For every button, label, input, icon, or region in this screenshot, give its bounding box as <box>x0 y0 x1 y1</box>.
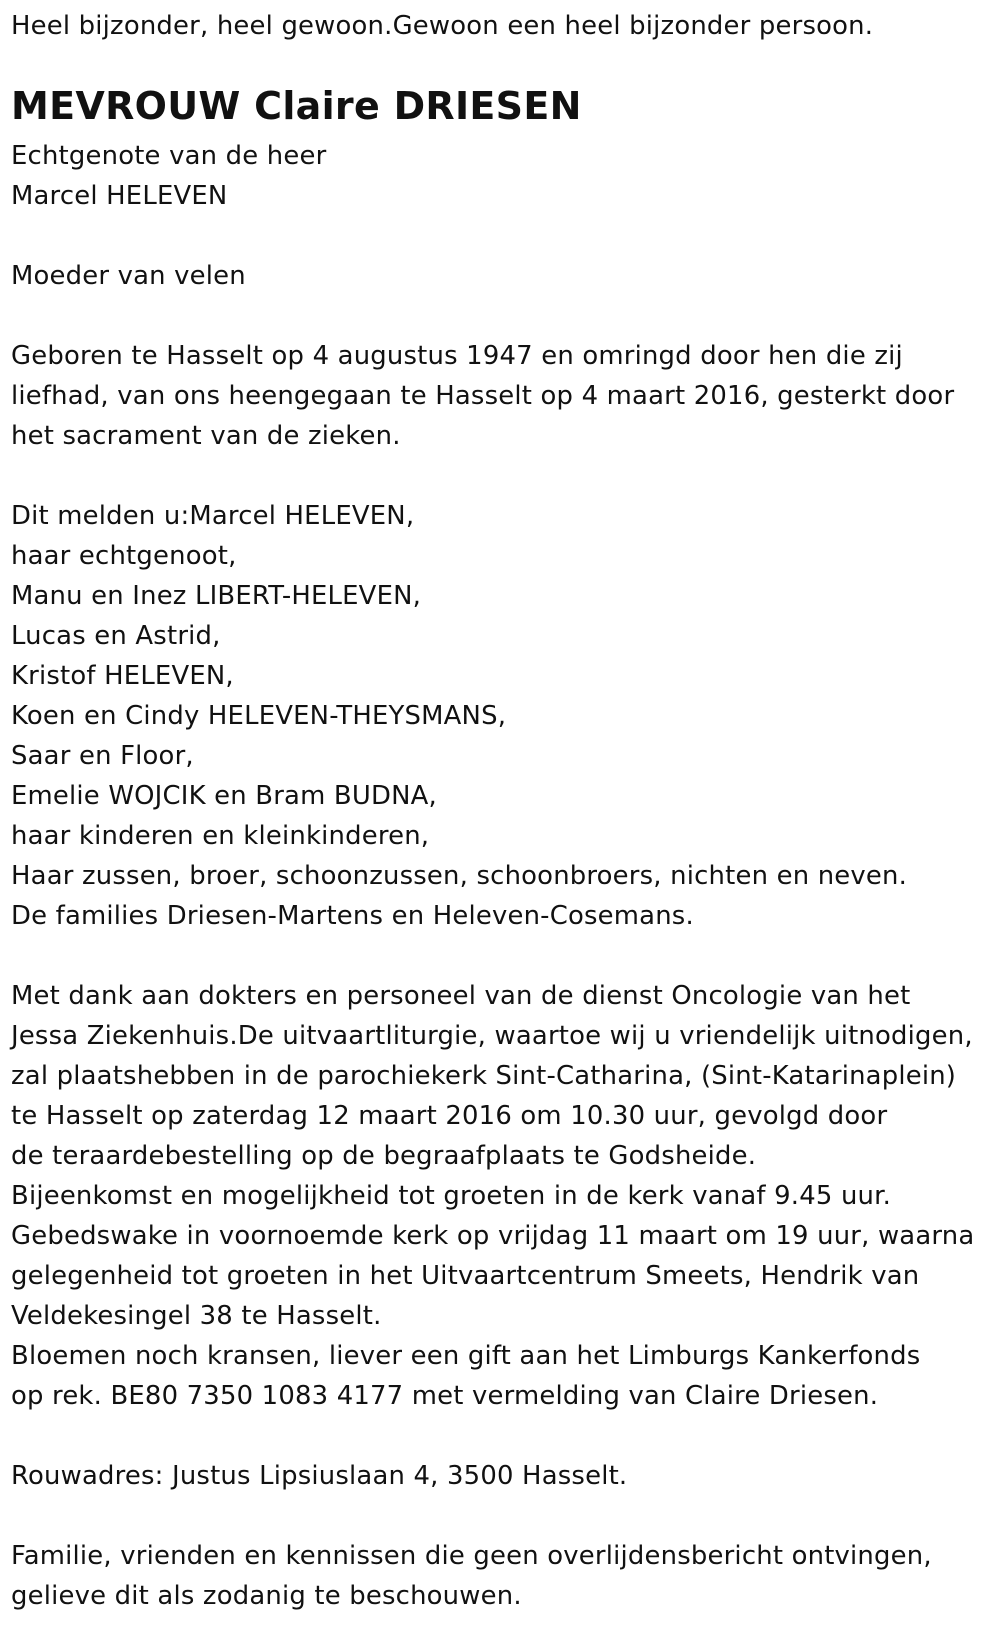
paragraph-line: gelegenheid tot groeten in het Uitvaartcentrum Smeets, Hendrik van <box>11 1261 920 1291</box>
paragraph-line: zal plaatshebben in de parochiekerk Sint-Catharina, (Sint-Katarinaplein) <box>11 1061 957 1091</box>
spouse-intro-line: Echtgenote van de heer <box>11 141 327 171</box>
spacer <box>11 1496 991 1536</box>
spouse-name: Marcel HELEVEN <box>11 181 228 211</box>
mother-line: Moeder van velen <box>11 261 246 291</box>
paragraph-line: op rek. BE80 7350 1083 4177 met vermelding van Claire Driesen. <box>11 1381 879 1411</box>
announcer-line: Dit melden u:Marcel HELEVEN, <box>11 501 415 531</box>
closing-paragraph <box>11 1536 991 1616</box>
paragraph-line: Bijeenkomst en mogelijkheid tot groeten in de kerk vanaf 9.45 uur. <box>11 1181 891 1211</box>
announcer-line: Haar zussen, broer, schoonzussen, schoonbroers, nichten en neven. <box>11 861 908 891</box>
paragraph-line: de teraardebestelling op de begraafplaats te Godsheide. <box>11 1141 757 1171</box>
spacer <box>11 1416 991 1456</box>
announcers-list <box>11 496 991 936</box>
motto: Heel bijzonder, heel gewoon.Gewoon een heel bijzonder persoon. <box>11 11 874 41</box>
announcer-line: De families Driesen-Martens en Heleven-Cosemans. <box>11 901 694 931</box>
paragraph-line: Geboren te Hasselt op 4 augustus 1947 en omringd door hen die zij <box>11 341 903 371</box>
announcer-line: Saar en Floor, <box>11 741 194 771</box>
paragraph-line: Met dank aan dokters en personeel van de dienst Oncologie van het <box>11 981 911 1011</box>
spacer <box>11 296 991 336</box>
obituary-notice <box>11 6 991 1616</box>
paragraph-line: gelieve dit als zodanig te beschouwen. <box>11 1581 522 1611</box>
spouse-intro <box>11 136 991 216</box>
birth-paragraph <box>11 336 991 456</box>
spacer <box>11 936 991 976</box>
paragraph-line: Familie, vrienden en kennissen die geen overlijdensbericht ontvingen, <box>11 1541 932 1571</box>
paragraph-line: het sacrament van de zieken. <box>11 421 401 451</box>
funeral-paragraph <box>11 976 991 1416</box>
announcer-line: Emelie WOJCIK en Bram BUDNA, <box>11 781 437 811</box>
paragraph-line: Jessa Ziekenhuis.De uitvaartliturgie, waartoe wij u vriendelijk uitnodigen, <box>11 1021 973 1051</box>
spacer <box>11 456 991 496</box>
deceased-name: MEVROUW Claire DRIESEN <box>11 84 582 128</box>
paragraph-line: liefhad, van ons heengegaan te Hasselt op 4 maart 2016, gesterkt door <box>11 381 955 411</box>
mourning-address: Rouwadres: Justus Lipsiuslaan 4, 3500 Hasselt. <box>11 1461 628 1491</box>
paragraph-line: Bloemen noch kransen, liever een gift aan het Limburgs Kankerfonds <box>11 1341 921 1371</box>
announcer-line: Koen en Cindy HELEVEN-THEYSMANS, <box>11 701 507 731</box>
paragraph-line: te Hasselt op zaterdag 12 maart 2016 om 10.30 uur, gevolgd door <box>11 1101 888 1131</box>
announcer-line: haar kinderen en kleinkinderen, <box>11 821 430 851</box>
paragraph-line: Gebedswake in voornoemde kerk op vrijdag 11 maart om 19 uur, waarna <box>11 1221 975 1251</box>
paragraph-line: Veldekesingel 38 te Hasselt. <box>11 1301 382 1331</box>
announcer-line: Kristof HELEVEN, <box>11 661 234 691</box>
announcer-line: Lucas en Astrid, <box>11 621 221 651</box>
announcer-line: haar echtgenoot, <box>11 541 237 571</box>
spacer <box>11 216 991 256</box>
announcer-line: Manu en Inez LIBERT-HELEVEN, <box>11 581 422 611</box>
